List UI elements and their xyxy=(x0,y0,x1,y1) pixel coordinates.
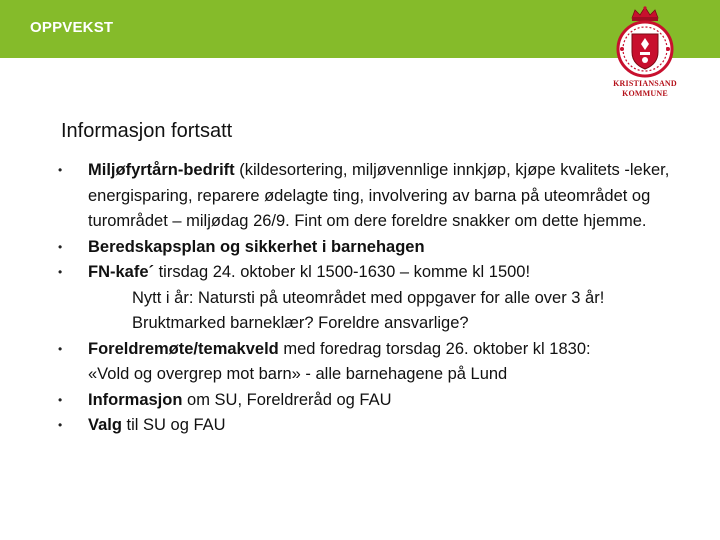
bullet-icon: • xyxy=(58,239,63,254)
list-item xyxy=(58,413,678,439)
list-item xyxy=(58,337,678,363)
list-item xyxy=(58,235,678,261)
item-bold: Miljøfyrtårn-bedrift xyxy=(88,161,235,179)
bullet-icon: • xyxy=(58,265,63,279)
item-bold: Valg xyxy=(88,416,122,434)
item-bold: Informasjon xyxy=(88,390,183,409)
bullet-list xyxy=(58,158,678,439)
sub-line: Nytt i år: Natursti på uteområdet med oppgaver for alle over 3 år! xyxy=(132,288,605,307)
item-continuation: «Vold og overgrep mot barn» - alle barnehagene på Lund xyxy=(88,365,508,383)
list-item xyxy=(58,158,678,235)
slide-title: Informasjon fortsatt xyxy=(61,120,233,142)
item-bold: Foreldremøte/temakveld xyxy=(88,339,279,358)
coat-of-arms-icon xyxy=(615,4,675,78)
bullet-icon: • xyxy=(58,341,63,356)
item-text: med foredrag torsdag 26. oktober kl 1830: xyxy=(278,339,591,358)
item-text: til SU og FAU xyxy=(121,416,226,434)
kristiansand-kommune-logo xyxy=(604,4,686,104)
logo-line-2: KOMMUNE xyxy=(622,89,668,98)
bullet-icon: • xyxy=(58,392,63,407)
list-item xyxy=(58,388,678,414)
logo-line-1: KRISTIANSAND xyxy=(613,79,677,88)
item-text: om SU, Foreldreråd og FAU xyxy=(182,390,392,409)
list-item xyxy=(58,260,678,286)
bullet-icon: • xyxy=(58,418,63,432)
item-bold: Beredskapsplan og sikkerhet i barnehagen xyxy=(88,237,425,256)
sub-line: Bruktmarked barneklær? Foreldre ansvarlige? xyxy=(132,314,469,332)
item-text: tirsdag 24. oktober kl 1500-1630 – komme kl 1500! xyxy=(154,263,531,281)
item-bold: FN-kafe´ xyxy=(88,263,155,281)
header-title: OPPVEKST xyxy=(30,19,114,36)
bullet-icon: • xyxy=(58,163,63,177)
item-text: (kildesortering, miljøvennlige innkjøp, kjøpe kvalitets -leker, energisparing, reparere ødelagte ting, involvering av barna på uteområdet og turområdet – miljødag 26/9. Fint om dere foreldre snakker om dette hjemme. xyxy=(88,161,670,230)
